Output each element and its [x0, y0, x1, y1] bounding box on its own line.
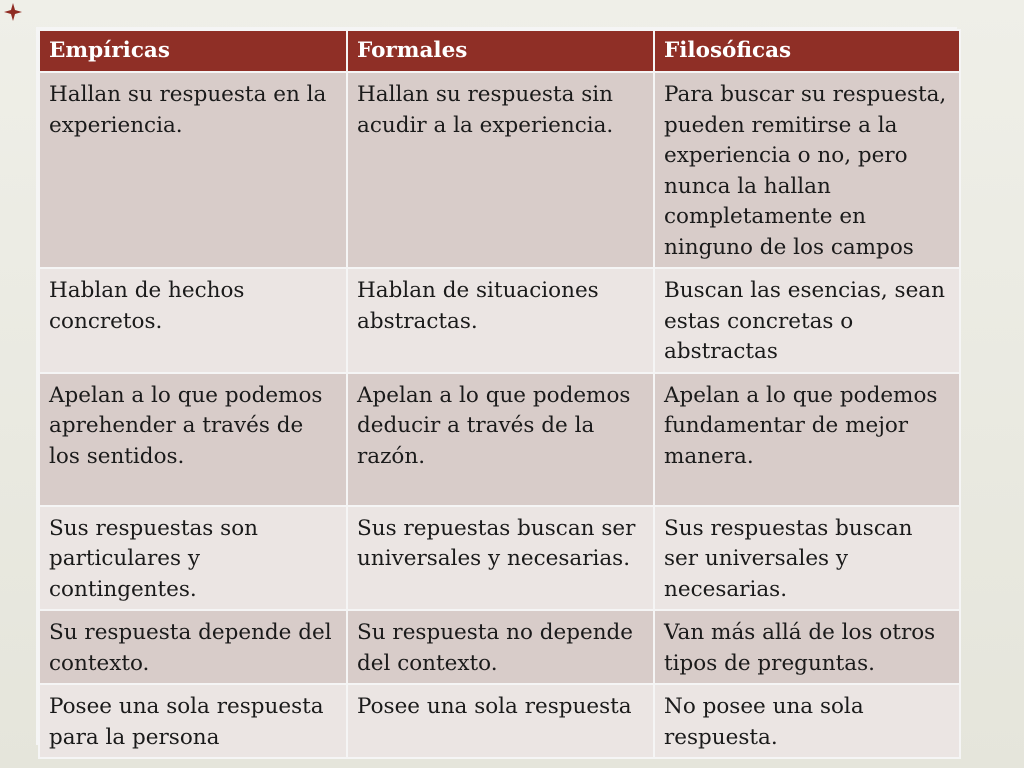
table-row [39, 72, 960, 268]
table-cell: Hallan su respuesta sin acudir a la experiencia. [347, 72, 654, 268]
header-formales: Formales [347, 30, 654, 72]
table-header-row [39, 30, 960, 72]
four-point-star-icon [3, 2, 23, 22]
table-cell: Hablan de hechos concretos. [39, 268, 347, 373]
table-row [39, 268, 960, 373]
table-row [39, 506, 960, 611]
header-filosoficas: Filosóficas [654, 30, 960, 72]
table-cell: Apelan a lo que podemos fundamentar de mejor manera. [654, 373, 960, 506]
table-cell: Hablan de situaciones abstractas. [347, 268, 654, 373]
table-row [39, 684, 960, 758]
table-cell: Su respuesta depende del contexto. [39, 610, 347, 684]
header-empiricas: Empíricas [39, 30, 347, 72]
table-cell: Su respuesta no depende del contexto. [347, 610, 654, 684]
table-cell: Sus respuestas buscan ser universales y necesarias. [654, 506, 960, 611]
table-cell: Hallan su respuesta en la experiencia. [39, 72, 347, 268]
table-cell: Sus respuestas son particulares y contingentes. [39, 506, 347, 611]
table-cell: Apelan a lo que podemos deducir a través de la razón. [347, 373, 654, 506]
table-row [39, 373, 960, 506]
table-cell: Posee una sola respuesta [347, 684, 654, 758]
table-cell: Posee una sola respuesta para la persona [39, 684, 347, 758]
table-cell: Para buscar su respuesta, pueden remitirse a la experiencia o no, pero nunca la hallan completamente en ninguno de los campos [654, 72, 960, 268]
comparison-table [36, 27, 957, 750]
table-cell: Buscan las esencias, sean estas concretas o abstractas [654, 268, 960, 373]
table-row [39, 610, 960, 684]
table-cell: Apelan a lo que podemos aprehender a través de los sentidos. [39, 373, 347, 506]
table-cell: No posee una sola respuesta. [654, 684, 960, 758]
table-cell: Van más allá de los otros tipos de preguntas. [654, 610, 960, 684]
table-cell: Sus repuestas buscan ser universales y necesarias. [347, 506, 654, 611]
